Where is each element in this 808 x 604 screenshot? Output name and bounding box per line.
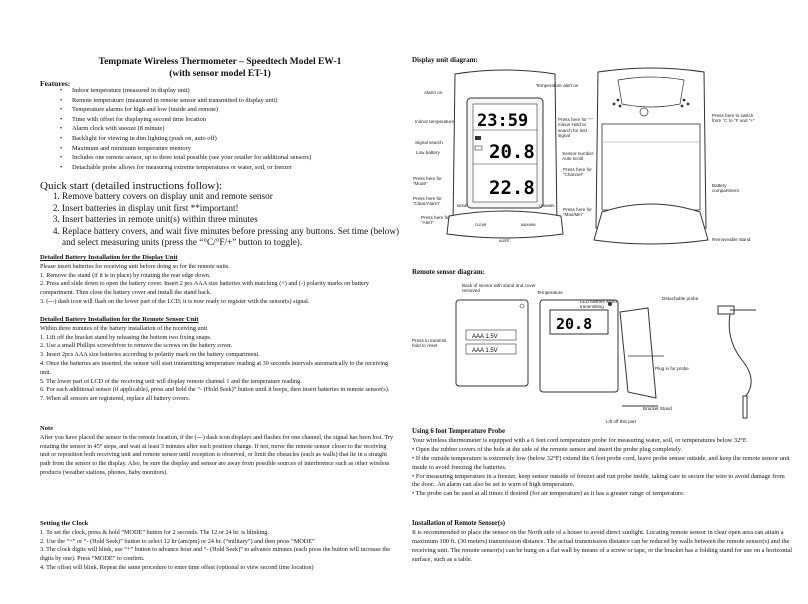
paragraph: 3. Insert 2pcs AAA size batteries according to polarity mark on the battery compartment.	[40, 351, 260, 359]
features-list	[40, 86, 402, 172]
label-stand: Removeable stand	[712, 237, 751, 242]
label-press-maxmin: Press here for “Max/Min”	[563, 207, 592, 218]
label-led: LED flashes when transmitting	[580, 299, 618, 310]
hanging-hole-icon	[640, 108, 648, 116]
battery-display-section	[40, 254, 395, 307]
label-temperature: Temperature	[537, 290, 563, 295]
title-line-1: Tempmate Wireless Thermometer – Speedtech Model EW-1	[98, 57, 342, 67]
label-press-minus: Press here for “-” minus Hold to search for lost signal	[558, 117, 593, 139]
list-item: 1. Remove battery covers on display unit and remote sensor	[62, 191, 407, 203]
remote-diagram-title: Remote sensor diagram:	[412, 268, 485, 276]
label-press-alert: Press here for “Alert”	[421, 215, 450, 226]
paragraph: 4. The offset will blink. Repeat the same procedure to enter time offset (optional to view second time location)	[40, 563, 314, 571]
paragraph: It is recommended to place the sensor on the North side of a house to avoid direct sunlight. Locating remote sensor in clear open area can attain a maximum 100 ft. (30 meters) transmission distance. The actual transmission distance can be reduced by walls between the remote sensor(s) and the receiving unit. The remote sensor(s) can be hung on a flat wall by means of a screw or tape, or the bracket has a folding stand for use on a horizontal surface, such as a table.	[412, 528, 792, 563]
sensor-back	[456, 300, 528, 386]
list-item: • Maximum and minimum temperature memory	[72, 144, 402, 154]
label-low-battery: Low battery	[416, 150, 440, 155]
list-item: • Time with offset for displaying second time location	[72, 115, 402, 125]
section-heading: Using 6 foot Temperature Probe	[412, 428, 506, 435]
alert-button[interactable]: ALERT	[499, 239, 510, 243]
remote-lcd: 20.8	[556, 315, 593, 333]
display-diagram-title: Display unit diagram:	[412, 56, 478, 64]
paragraph: 1. Remove the stand (if it is in place) by rotating the rear edge down.	[40, 271, 211, 279]
paragraph: • The probe can be used at all times if desired (for air temperature) as it has a greater range of temperature.	[412, 490, 685, 498]
list-item: • Backlight for viewing in dim lighting (push on, auto off)	[72, 134, 402, 144]
section-heading: Detailed Battery Installation for the Display Unit	[40, 254, 178, 261]
label-lift: Lift off this part	[606, 419, 637, 424]
label-temp-alert: Temperature alert on	[536, 83, 579, 88]
section-heading: Detailed Battery Installation for the Remote Sensor Unit	[40, 316, 199, 323]
list-item: • Temperature alarms for high and low (inside and remote)	[72, 105, 402, 115]
quickstart-list	[40, 191, 407, 249]
label-back-of-sensor: Back of sensor with stand and cover removed	[462, 283, 536, 294]
paragraph: Please insert batteries for receiving unit before doing so for the remote units.	[40, 262, 230, 270]
display-unit-front	[445, 66, 565, 248]
paragraph: 3. (---) dash icon will flash on the lower part of the LCD; it is now ready to register with the sensor(s) signal.	[40, 297, 310, 305]
label-signal: Signal search	[415, 140, 443, 145]
remote-sensor-drawing	[452, 296, 672, 424]
clear-button[interactable]: CLEAR	[475, 223, 487, 227]
paragraph: Your wireless thermometer is equipped with a 6 feet cord temperature probe for measuring water, soil, or temperatures below 32°F.	[412, 436, 748, 444]
battery-label-1: AAA 1.5V	[472, 334, 498, 340]
lcd-outdoor: 22.8	[489, 177, 535, 199]
paragraph: 7. When all sensors are registered, replace all battery covers.	[40, 395, 191, 403]
removeable-stand[interactable]	[594, 204, 708, 244]
lcd-time: 23:59	[477, 111, 529, 131]
list-item: • Detachable probe allows for measuring extreme temperatures or water, soil, or freezer	[72, 163, 402, 173]
note-section	[40, 425, 395, 478]
paragraph: 2. Use a small Phillips screwdriver to remove the screws on the battery cover.	[40, 342, 233, 350]
section-heading: Note	[40, 425, 54, 432]
lcd-indoor: 20.8	[489, 141, 535, 163]
document-title	[40, 56, 400, 80]
list-item: 4. Replace battery covers, and wait five minutes before pressing any buttons. Set time (below) and select measuring units (press the “°C/°F/+” button to toggle).	[62, 226, 407, 249]
paragraph: 1. Lift off the bracket stand by releasing the bottom two fixing snaps.	[40, 333, 212, 341]
paragraph: • If the outside temperature is extremely low (below 32°F) extend the 6 feet probe cord, leave probe sensor outside, and keep the remote sensor unit inside to avoid freezing the batteries.	[412, 454, 790, 471]
paragraph: After you have placed the sensor in the remote location, if the (---) dash icon displays and flashes for one channel, the signal has been lost. Try rotating the sensor in 45° steps, and wait at least 3 minutes after each position change. If not, move the remote sensor closer to the receiving unit or reposition both receiving unit and remote sensor until reception is observed, or limit the obstacles (such as walls) that lie in a straight path from the sensor to the display. Also, be sure the display and sensor are away from possible sources of interference such as other wireless products (weather stations, phones, baby monitors).	[40, 433, 394, 476]
signal-icon	[475, 136, 481, 140]
list-item: • Alarm clock with snooze (8 minute)	[72, 124, 402, 134]
label-plug: Plug in for probe	[655, 366, 689, 371]
label-bracket: Bracket Stand	[643, 406, 672, 411]
display-unit-back	[588, 64, 714, 248]
label-transmit: Press to transmit hold to reset	[412, 338, 447, 349]
label-press-mode: Press here for “Mode”	[413, 176, 442, 187]
clock-section	[40, 520, 395, 573]
paragraph: 2. Use the “+” or “- (Hold Seek)” button to select 12 hr (am/pm) or 24 hr. (“military”) and then press “MODE”	[40, 537, 315, 545]
probe-section	[412, 428, 792, 499]
label-press-switch: Press here to switch from °C to °F and “+”	[712, 113, 755, 124]
paragraph: 6. For each additional sensor (if applicable), press and hold the “- (Hold Seek)” button until it beeps, then insert batteries in remote sensor(s).	[40, 386, 390, 394]
section-heading: Installation of Remote Sensor(s)	[412, 520, 506, 527]
battery-label-2: AAA 1.5V	[472, 348, 498, 354]
bracket-stand[interactable]	[620, 308, 656, 398]
battery-compartment[interactable]	[602, 124, 700, 210]
features-heading: Features:	[40, 79, 71, 88]
detachable-probe	[690, 300, 760, 426]
label-indoor: Indoor temperature	[415, 119, 455, 124]
label-battery: Battery compartment	[712, 183, 739, 194]
paragraph: 3. The clock digits will blink, use “+” button to advance hour and “- (Hold Seek)” to advance minutes (each press the button will increase the digits by one). Press “MODE” to confirm.	[40, 546, 390, 563]
list-item: • Indoor temperature (measured in display unit)	[72, 86, 402, 96]
title-line-2: (with sensor model ET-1)	[169, 69, 271, 79]
label-probe: Detachable probe	[662, 296, 699, 301]
paragraph: 2. Press and slide down to open the battery cover. Insert 2 pcs AAA size batteries with matching (+) and (-) polarity marks on battery compartment. Then close the battery cover and install the stand back.	[40, 280, 369, 297]
section-heading: Setting the Clock	[40, 520, 89, 527]
list-item: • Remote temperature (measured in remote sensor and transmitted to display unit)	[72, 96, 402, 106]
paragraph: 1. To set the clock, press & hold “MODE” button for 2 seconds. The 12 or 24 hr. is blinking.	[40, 528, 269, 536]
label-sensor-number: Sensor number Auto scroll	[562, 151, 594, 162]
list-item: • Includes one remote sensor, up to three total possible (see your retailer for additional sensors)	[72, 153, 402, 163]
list-item: 3. Insert batteries in remote unit(s) within three minutes	[62, 214, 407, 226]
paragraph: • Open the rubber covers of the hole at the side of the remote sensor and insert the probe plug completely.	[412, 445, 682, 453]
quickstart-heading: Quick start (detailed instructions follow):	[40, 180, 223, 192]
install-section	[412, 520, 792, 565]
paragraph: 5. The lower part of LCD of the receiving unit will display remote channel 1 and the temperature reading.	[40, 377, 302, 385]
label-press-clear: Press here for “Clear/Alarm”	[413, 196, 442, 207]
channel-button[interactable]: CHANNEL	[539, 204, 556, 208]
paragraph: • For measuring temperature in a freezer, keep sensor outside of freezer and run probe inside, taking care to secure the wire to avoid damage from the door.. An alarm can also be set to warn of high temperature.	[412, 472, 785, 489]
paragraph: Within three minutes of the battery installation of the receiving unit	[40, 324, 208, 332]
maxmin-button[interactable]: MAX/MIN	[521, 223, 536, 227]
list-item: 2. Insert batteries in display unit first **important!	[62, 203, 407, 215]
mode-button[interactable]: MODE	[457, 204, 468, 208]
label-press-channel: Press here for “Channel”	[563, 167, 592, 178]
paragraph: 4. Once the batteries are inserted, the sensor will start transmitting temperature reading at 30 seconds intervals automatically to the receiving unit.	[40, 359, 389, 376]
label-alarm-on: Alarm on	[424, 90, 443, 95]
battery-remote-section	[40, 316, 395, 404]
